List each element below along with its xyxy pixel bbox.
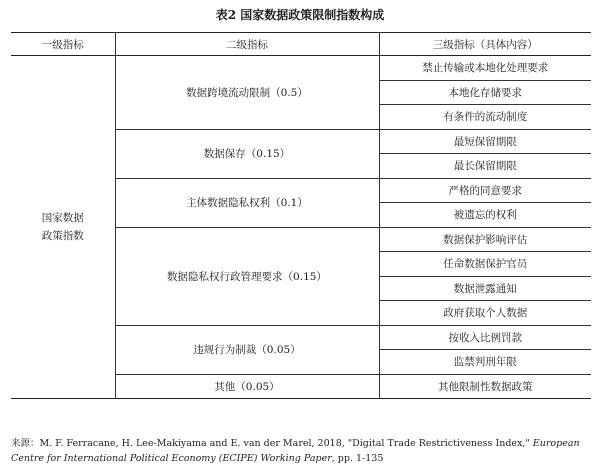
source-publisher: European Centre for International Political Economy (ECIPE) Working Paper (11, 438, 580, 464)
header-level3: 三级指标（具体内容） (379, 33, 591, 56)
level3-indicator: 严格的同意要求 (379, 178, 591, 203)
source-authors: M. F. Ferracane, H. Lee-Makiyama and E. van der Marel, 2018, "Digital Trade Restrictiveness Index," (39, 438, 533, 449)
table-row (11, 56, 591, 81)
level1-indicator (11, 56, 115, 399)
header-level2: 二级指标 (115, 33, 379, 56)
level3-indicator: 监禁判刑年限 (379, 350, 591, 375)
level2-indicator: 数据保存（0.15） (115, 129, 379, 178)
level2-indicator: 数据跨境流动限制（0.5） (115, 56, 379, 130)
level3-indicator: 最短保留期限 (379, 129, 591, 154)
level2-indicator: 主体数据隐私权利（0.1） (115, 178, 379, 227)
table-header-row (11, 33, 591, 56)
level3-indicator: 禁止传输或本地化处理要求 (379, 56, 591, 81)
level3-indicator: 数据泄露通知 (379, 276, 591, 301)
table-title: 表2 国家数据政策限制指数构成 (215, 8, 385, 22)
level3-indicator: 被遗忘的权利 (379, 203, 591, 228)
source-note (11, 436, 591, 466)
policy-index-table (11, 32, 591, 399)
level3-indicator: 本地化存储要求 (379, 80, 591, 105)
source-pages: , pp. 1-135 (331, 453, 384, 464)
level3-indicator: 最长保留期限 (379, 154, 591, 179)
source-prefix: 来源： (11, 438, 40, 449)
level1-label: 国家数据政策指数 (41, 212, 84, 242)
level2-indicator: 数据隐私权行政管理要求（0.15） (115, 227, 379, 325)
level3-indicator: 其他限制性数据政策 (379, 374, 591, 399)
level2-indicator: 违规行为制裁（0.05） (115, 325, 379, 374)
level3-indicator: 政府获取个人数据 (379, 301, 591, 326)
level2-indicator: 其他（0.05） (115, 374, 379, 399)
header-level1: 一级指标 (11, 33, 115, 56)
level3-indicator: 任命数据保护官员 (379, 252, 591, 277)
level3-indicator: 按收入比例罚款 (379, 325, 591, 350)
level3-indicator: 有条件的流动制度 (379, 105, 591, 130)
level3-indicator: 数据保护影响评估 (379, 227, 591, 252)
